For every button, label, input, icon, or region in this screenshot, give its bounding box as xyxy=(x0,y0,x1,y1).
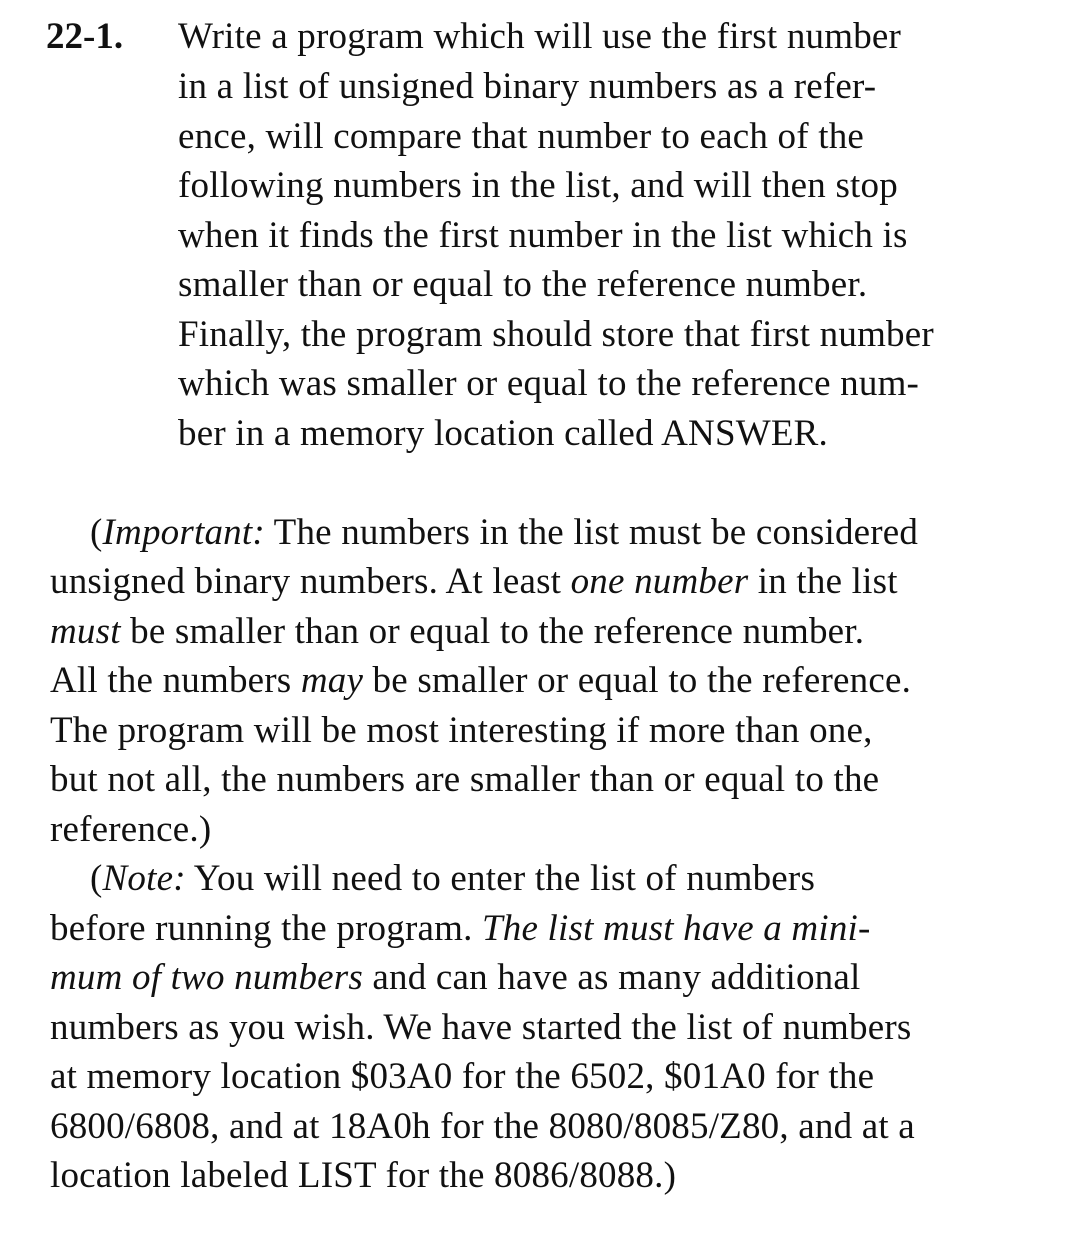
important-line-2: unsigned binary numbers. At least one number in the list xyxy=(50,561,898,602)
problem-line-5: when it finds the first number in the list which is xyxy=(178,215,908,256)
note-line-1: (Note: You will need to enter the list of numbers xyxy=(90,858,816,899)
problem-line-9: ber in a memory location called ANSWER. xyxy=(178,413,828,454)
problem-line-7: Finally, the program should store that first number xyxy=(178,314,934,355)
note-line-6: 6800/6808, and at 18A0h for the 8080/8085/Z80, and at a xyxy=(50,1106,915,1147)
important-line-7: reference.) xyxy=(50,809,212,850)
problem-line-2: in a list of unsigned binary numbers as a refer- xyxy=(178,66,877,107)
important-line-6: but not all, the numbers are smaller than or equal to the xyxy=(50,759,880,800)
important-line-3: must be smaller than or equal to the reference number. xyxy=(50,611,865,652)
problem-line-6: smaller than or equal to the reference number. xyxy=(178,264,868,305)
note-line-3: mum of two numbers and can have as many additional xyxy=(50,957,861,998)
important-line-1: (Important: The numbers in the list must be considered xyxy=(90,512,919,553)
note-line-2: before running the program. The list must have a mini- xyxy=(50,908,871,949)
important-line-5: The program will be most interesting if more than one, xyxy=(50,710,873,751)
important-line-4: All the numbers may be smaller or equal to the reference. xyxy=(50,660,912,701)
problem-line-4: following numbers in the list, and will then stop xyxy=(178,165,898,206)
problem-line-8: which was smaller or equal to the reference num- xyxy=(178,363,920,404)
note-line-5: at memory location $03A0 for the 6502, $01A0 for the xyxy=(50,1056,875,1097)
note-line-4: numbers as you wish. We have started the list of numbers xyxy=(50,1007,912,1048)
problem-line-3: ence, will compare that number to each of the xyxy=(178,116,865,157)
problem-number: 22-1. xyxy=(46,16,124,57)
problem-line-1: Write a program which will use the first number xyxy=(178,16,902,57)
note-line-7: location labeled LIST for the 8086/8088.) xyxy=(50,1155,677,1196)
